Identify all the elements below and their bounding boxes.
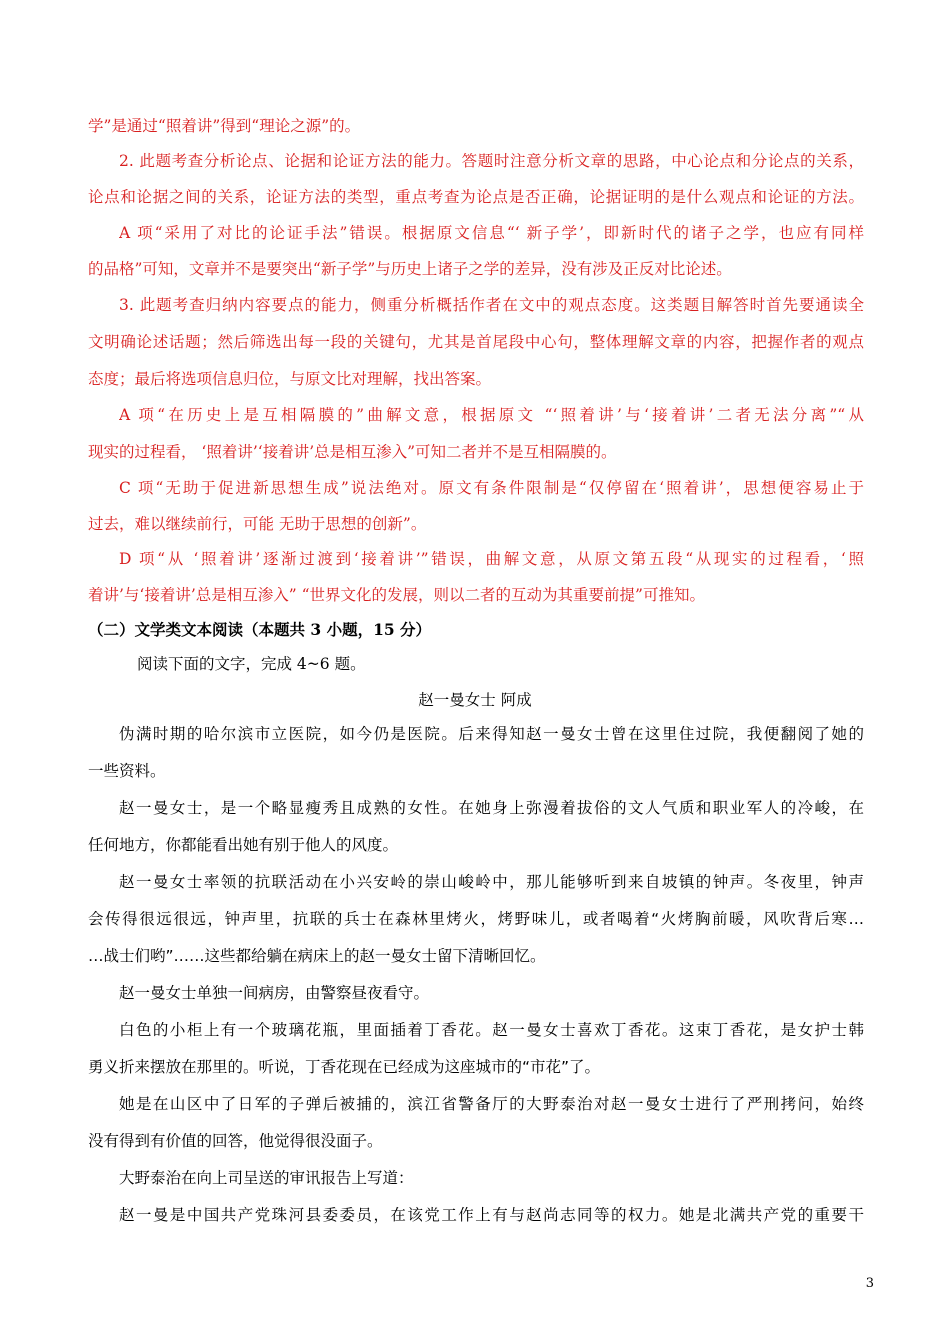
analysis-q3-option-d: 着讲’与‘接着讲’总是相互渗入” “世界文化的发展，则以二者的互动为其重要前提”可推知。 — [88, 586, 705, 604]
article-title: 赵一曼女士 阿成 — [418, 691, 532, 709]
article-paragraph-line: 会传得很远很远，钟声里，抗联的兵士在森林里烤火，烤野味儿，或者喝着“火烤胸前暖，风吹背后寒… — [88, 910, 864, 928]
article-paragraph-line: 她是在山区中了日军的子弹后被捕的，滨江省警备厅的大野泰治对赵一曼女士进行了严刑拷问，始终 — [119, 1095, 864, 1113]
analysis-q2-line: 论点和论据之间的关系，论证方法的类型，重点考查为论点是否正确，论据证明的是什么观点和论证的方法。 — [88, 188, 864, 206]
analysis-q3-option-d: D 项“从 ‘照着讲’逐渐过渡到‘接着讲’”错误，曲解文意，从原文第五段“从现实的过程看，‘照 — [119, 550, 864, 568]
article-paragraph-line: 任何地方，你都能看出她有别于他人的风度。 — [88, 836, 399, 854]
article-paragraph-line: 赵一曼女士，是一个略显瘦秀且成熟的女性。在她身上弥漫着拔俗的文人气质和职业军人的冷峻，在 — [119, 799, 864, 817]
analysis-q3-option-a: 现实的过程看， ‘照着讲’‘接着讲’总是相互渗入”可知二者并不是互相隔膜的。 — [88, 443, 617, 461]
analysis-q3-option-a: A 项“在历史上是互相隔膜的”曲解文意，根据原文 “‘照着讲’与‘接着讲’二者无法分离”“从 — [119, 406, 864, 424]
analysis-q2-option-a: 的品格”可知，文章并不是要突出“新子学”与历史上诸子之学的差异，没有涉及正反对比论述。 — [88, 260, 732, 278]
article-paragraph-line: 伪满时期的哈尔滨市立医院，如今仍是医院。后来得知赵一曼女士曾在这里住过院，我便翻阅了她的 — [119, 725, 864, 743]
analysis-q3-option-c: 过去，难以继续前行，可能 无助于思想的创新”。 — [88, 515, 427, 533]
analysis-q2-line: 2. 此题考查分析论点、论据和论证方法的能力。答题时注意分析文章的思路，中心论点和分论点的关系， — [119, 152, 864, 170]
section-heading: （二）文学类文本阅读（本题共 3 小题，15 分） — [88, 620, 432, 639]
article-paragraph-line: 赵一曼女士单独一间病房，由警察昼夜看守。 — [119, 984, 430, 1002]
article-paragraph-line: 白色的小柜上有一个玻璃花瓶，里面插着丁香花。赵一曼女士喜欢丁香花。这束丁香花，是女护士韩 — [119, 1021, 864, 1039]
article-paragraph-line: 没有得到有价值的回答，他觉得很没面子。 — [88, 1132, 383, 1150]
article-paragraph-line: 勇义折来摆放在那里的。听说，丁香花现在已经成为这座城市的“市花”了。 — [88, 1058, 601, 1076]
analysis-q2-option-a: A 项“采用了对比的论证手法”错误。根据原文信息“‘ 新子学’，即新时代的诸子之学，也应有同样 — [119, 224, 864, 242]
page-number: 3 — [865, 1276, 874, 1291]
analysis-q3-line: 态度；最后将选项信息归位，与原文比对理解，找出答案。 — [88, 370, 492, 388]
analysis-q3-line: 文明确论述话题；然后筛选出每一段的关键句，尤其是首尾段中心句，整体理解文章的内容，把握作者的观点 — [88, 333, 864, 351]
analysis-q3-option-c: C 项“无助于促进新思想生成”说法绝对。原文有条件限制是“仅停留在‘照着讲’，思想便容易止于 — [119, 479, 864, 497]
article-paragraph-line: 一些资料。 — [88, 762, 166, 780]
section-instruction: 阅读下面的文字，完成 4~6 题。 — [137, 655, 366, 673]
article-paragraph-line: 大野泰治在向上司呈送的审讯报告上写道： — [119, 1169, 414, 1187]
analysis-line: 学”是通过“照着讲”得到“理论之源”的。 — [88, 117, 361, 135]
article-paragraph-line: …战士们哟”……这些都给躺在病床上的赵一曼女士留下清晰回忆。 — [88, 947, 546, 965]
article-paragraph-line: 赵一曼女士率领的抗联活动在小兴安岭的崇山峻岭中，那儿能够听到来自坡镇的钟声。冬夜里，钟声 — [119, 873, 864, 891]
analysis-q3-line: 3. 此题考查归纳内容要点的能力，侧重分析概括作者在文中的观点态度。这类题目解答时首先要通读全 — [119, 296, 864, 314]
article-paragraph-line: 赵一曼是中国共产党珠河县委委员，在该党工作上有与赵尚志同等的权力。她是北满共产党的重要干 — [119, 1206, 864, 1224]
